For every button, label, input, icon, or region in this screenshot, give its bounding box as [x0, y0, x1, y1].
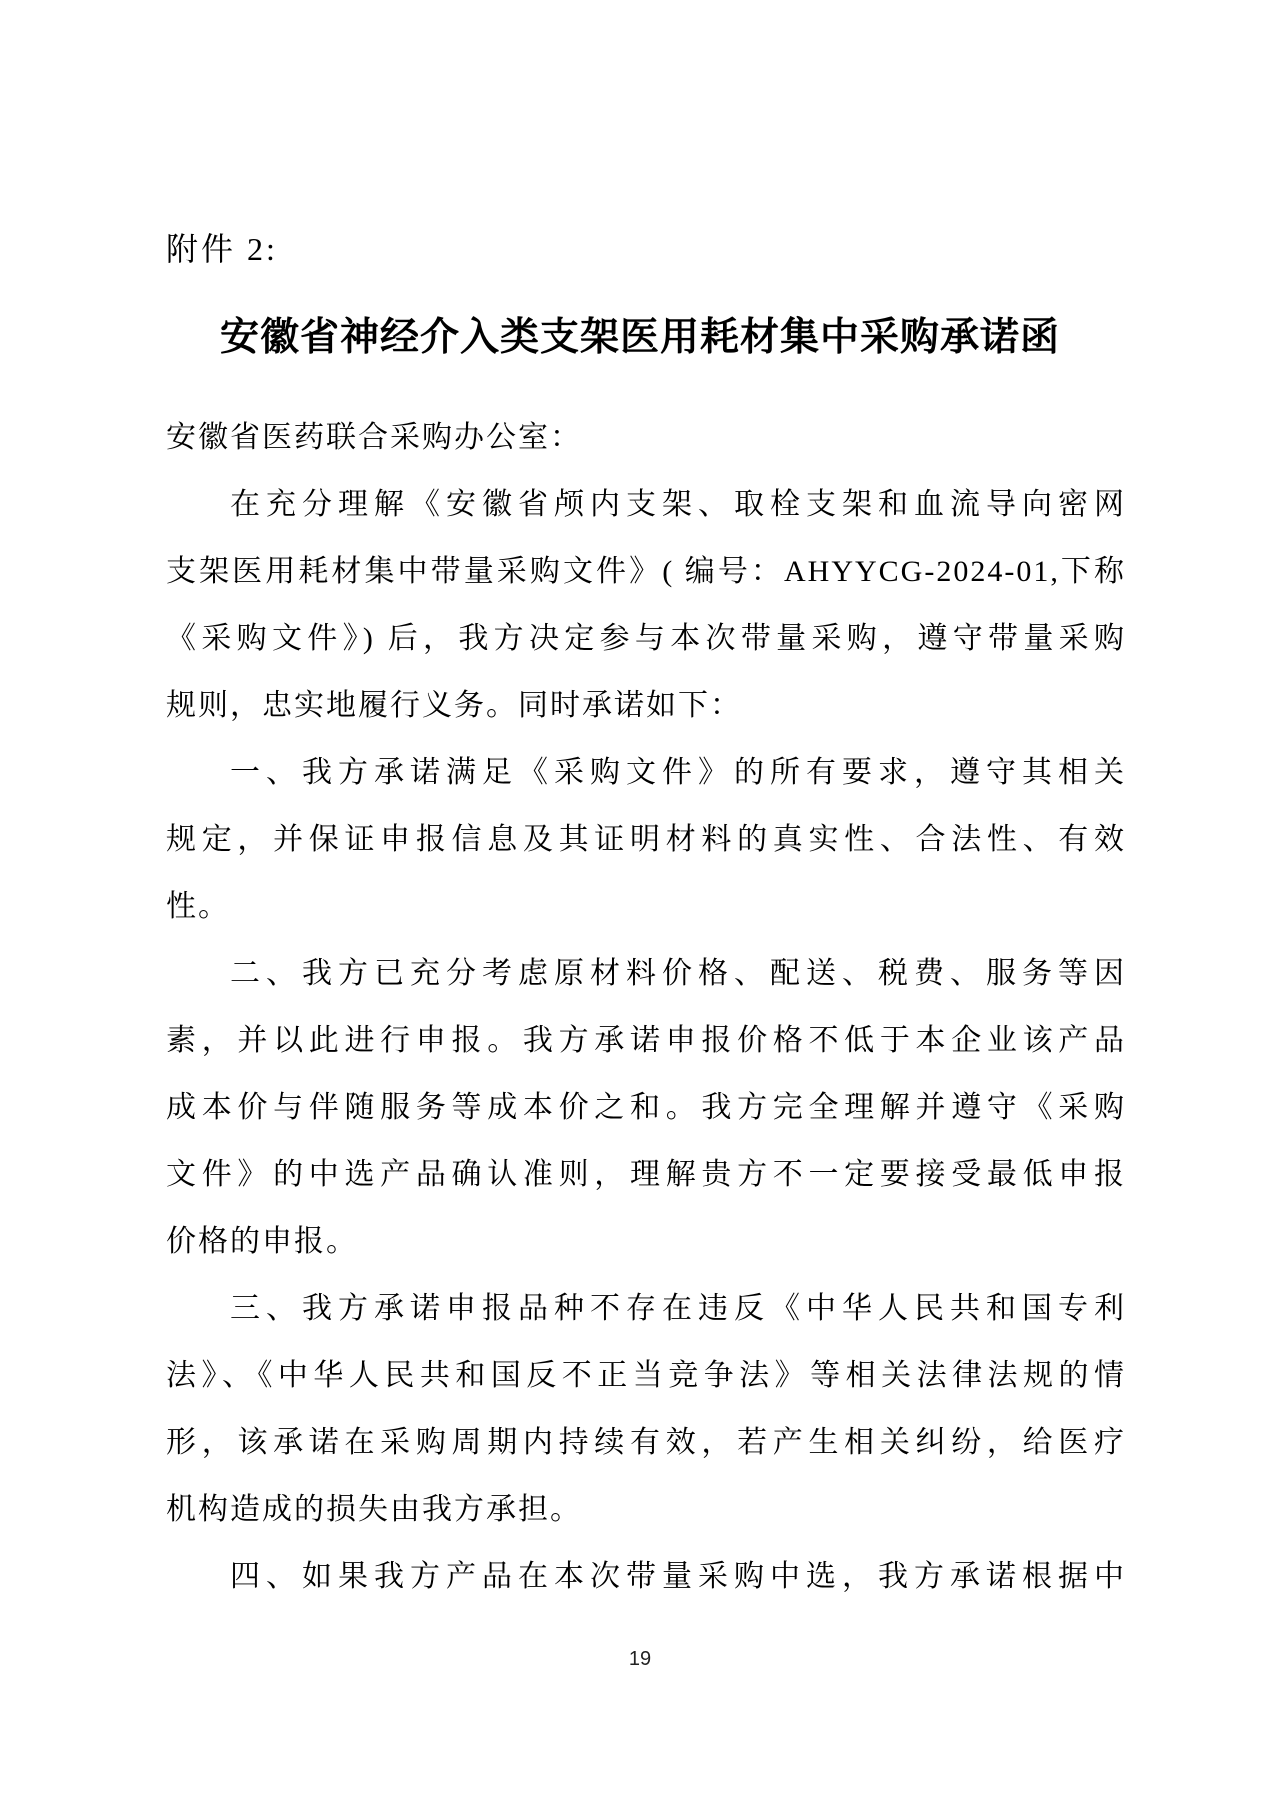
body-line: 四、如果我方产品在本次带量采购中选，我方承诺根据中 — [230, 1560, 1126, 1593]
body-line: 素，并以此进行申报。我方承诺申报价格不低于本企业该产品 — [166, 1024, 1126, 1057]
body-line: 三、我方承诺申报品种不存在违反《中华人民共和国专利 — [230, 1292, 1126, 1325]
page-number: 19 — [628, 1648, 652, 1670]
salutation-line: 安徽省医药联合采购办公室： — [166, 421, 582, 454]
body-line: 成本价与伴随服务等成本价之和。我方完全理解并遵守《采购 — [166, 1091, 1126, 1124]
body-line: 规定，并保证申报信息及其证明材料的真实性、合法性、有效 — [166, 823, 1126, 856]
body-line: 规则，忠实地履行义务。同时承诺如下： — [166, 689, 742, 722]
body-line: 一、我方承诺满足《采购文件》的所有要求，遵守其相关 — [230, 756, 1126, 789]
body-line: 价格的申报。 — [166, 1225, 358, 1258]
document-body — [166, 404, 1126, 1610]
body-line: 《采购文件》) 后，我方决定参与本次带量采购，遵守带量采购 — [166, 622, 1126, 655]
body-line: 性。 — [166, 890, 230, 923]
body-line: 支架医用耗材集中带量采购文件》( 编号：AHYYCG-2024-01,下称 — [166, 555, 1126, 588]
attachment-label: 附件 2: — [166, 231, 278, 267]
body-line: 二、我方已充分考虑原材料价格、配送、税费、服务等因 — [230, 957, 1126, 990]
body-line: 形，该承诺在采购周期内持续有效，若产生相关纠纷，给医疗 — [166, 1426, 1126, 1459]
body-line: 文件》的中选产品确认准则，理解贵方不一定要接受最低申报 — [166, 1158, 1126, 1191]
body-line: 法》、《中华人民共和国反不正当竞争法》等相关法律法规的情 — [166, 1359, 1126, 1392]
document-title: 安徽省神经介入类支架医用耗材集中采购承诺函 — [219, 316, 1060, 359]
body-line: 机构造成的损失由我方承担。 — [166, 1493, 582, 1526]
body-line: 在充分理解《安徽省颅内支架、取栓支架和血流导向密网 — [230, 488, 1126, 521]
